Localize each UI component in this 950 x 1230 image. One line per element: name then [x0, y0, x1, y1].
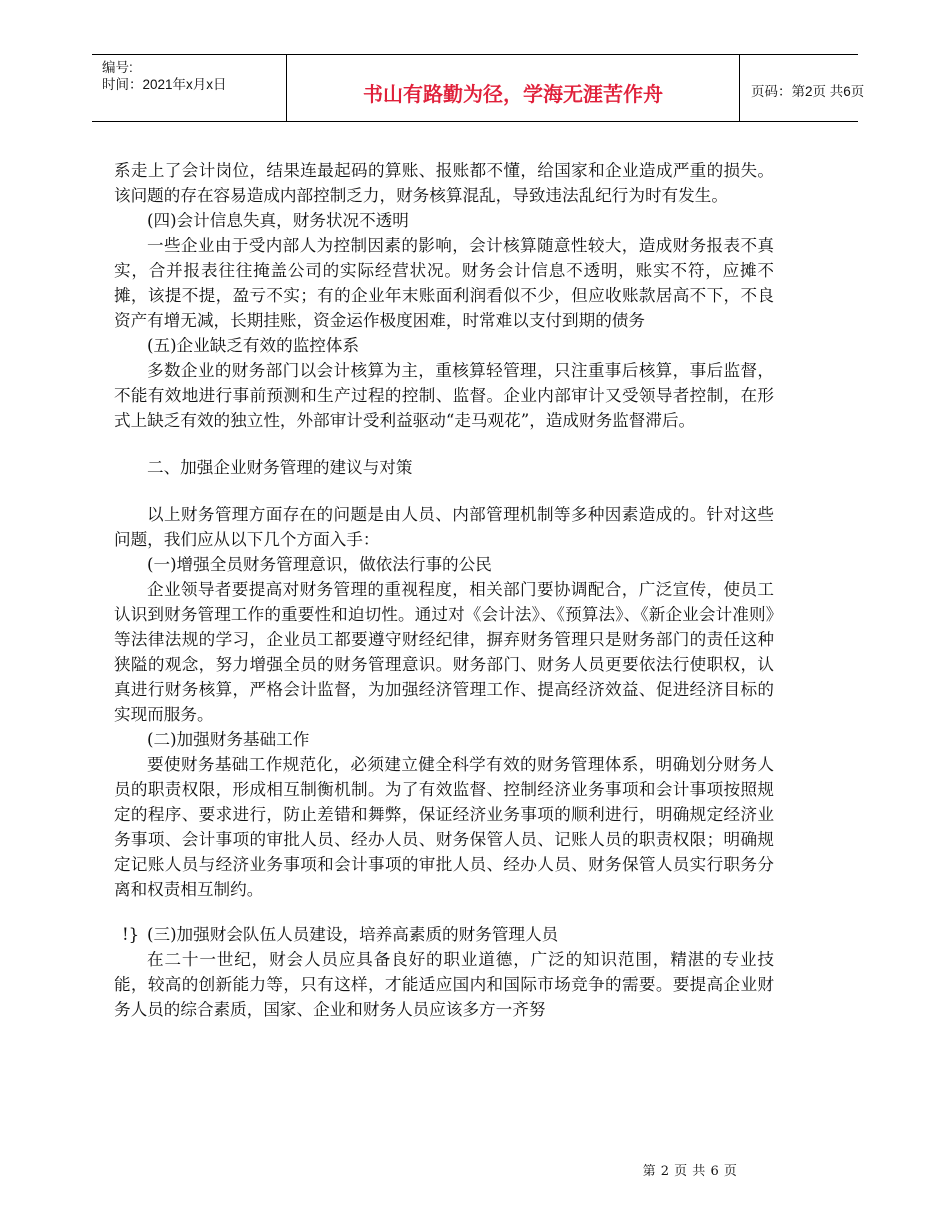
subheading: (三)加强财会队伍人员建设，培养高素质的财务管理人员	[147, 925, 559, 944]
section-heading: 二、加强企业财务管理的建议与对策	[147, 458, 413, 477]
subheading: (一)增强全员财务管理意识，做依法行事的公民	[147, 555, 492, 574]
stray-mark: !}	[122, 925, 140, 944]
spacer	[114, 902, 774, 922]
spacer	[114, 433, 774, 455]
paragraph: 企业领导者要提高对财务管理的重视程度，相关部门要协调配合，广泛宣传，使员工认识到财务管理工作的重要性和迫切性。通过对《会计法》、《预算法》、《新企业会计准则》等法律法规的学习，企业员工都要遵守财经纪律，摒弃财务管理只是财务部门的责任这种狭隘的观念，努力增强全员的财务管理意识。财务部门、财务人员更要依法行使职权，认真进行财务核算，严格会计监督，为加强经济管理工作、提高经济效益、促进经济目标的实现而服务。	[114, 580, 774, 724]
document-body	[114, 158, 774, 1022]
paragraph: 多数企业的财务部门以会计核算为主，重核算轻管理，只注重事后核算，事后监督，不能有效地进行事前预测和生产过程的控制、监督。企业内部审计又受领导者控制，在形式上缺乏有效的独立性，外部审计受利益驱动“走马观花”，造成财务监督滞后。	[114, 361, 774, 430]
paragraph: 在二十一世纪，财会人员应具备良好的职业道德，广泛的知识范围，精湛的专业技能，较高的创新能力等，只有这样，才能适应国内和国际市场竞争的需要。要提高企业财务人员的综合素质，国家、企业和财务人员应该多方一齐努	[114, 950, 774, 1019]
paragraph: 要使财务基础工作规范化，必须建立健全科学有效的财务管理体系，明确划分财务人员的职责权限，形成相互制衡机制。为了有效监督、控制经济业务事项和会计事项按照规定的程序、要求进行，防止差错和舞弊，保证经济业务事项的顺利进行，明确规定经济业务事项、会计事项的审批人员、经办人员、财务保管人员、记账人员的职责权限；明确规定记账人员与经济业务事项和会计事项的审批人员、经办人员、财务保管人员实行职务分离和权责相互制约。	[114, 755, 774, 899]
serial-label: 编号:	[102, 60, 133, 75]
page-info: 页码：第2页 共6页	[751, 84, 865, 99]
spacer	[114, 480, 774, 502]
motto-text: 书山有路勤为径，学海无涯苦作舟	[363, 82, 663, 106]
time-label: 时间：2021年x月x日	[102, 77, 227, 92]
paragraph: 系走上了会计岗位，结果连最起码的算账、报账都不懂，给国家和企业造成严重的损失。该问题的存在容易造成内部控制乏力，财务核算混乱，导致违法乱纪行为时有发生。	[114, 161, 774, 205]
subheading: (二)加强财务基础工作	[147, 730, 310, 749]
paragraph: 一些企业由于受内部人为控制因素的影响，会计核算随意性较大，造成财务报表不真实，合并报表往往掩盖公司的实际经营状况。财务会计信息不透明，账实不符，应摊不摊，该提不提，盈亏不实；有的企业年末账面利润看似不少，但应收账款居高不下，不良资产有增无减，长期挂账，资金运作极度困难，时常难以支付到期的债务	[114, 236, 774, 330]
subheading: (五)企业缺乏有效的监控体系	[147, 336, 360, 355]
paragraph: 以上财务管理方面存在的问题是由人员、内部管理机制等多种因素造成的。针对这些问题，我们应从以下几个方面入手：	[114, 505, 774, 549]
subheading-with-mark	[114, 922, 774, 947]
header-page-cell	[739, 55, 865, 121]
header-motto-cell	[286, 55, 740, 121]
subheading: (四)会计信息失真，财务状况不透明	[147, 211, 409, 230]
footer-page-number: 第 2 页 共 6 页	[642, 1164, 738, 1179]
page-footer	[0, 1160, 950, 1179]
header-meta-cell	[92, 55, 286, 121]
page-header	[92, 54, 865, 122]
